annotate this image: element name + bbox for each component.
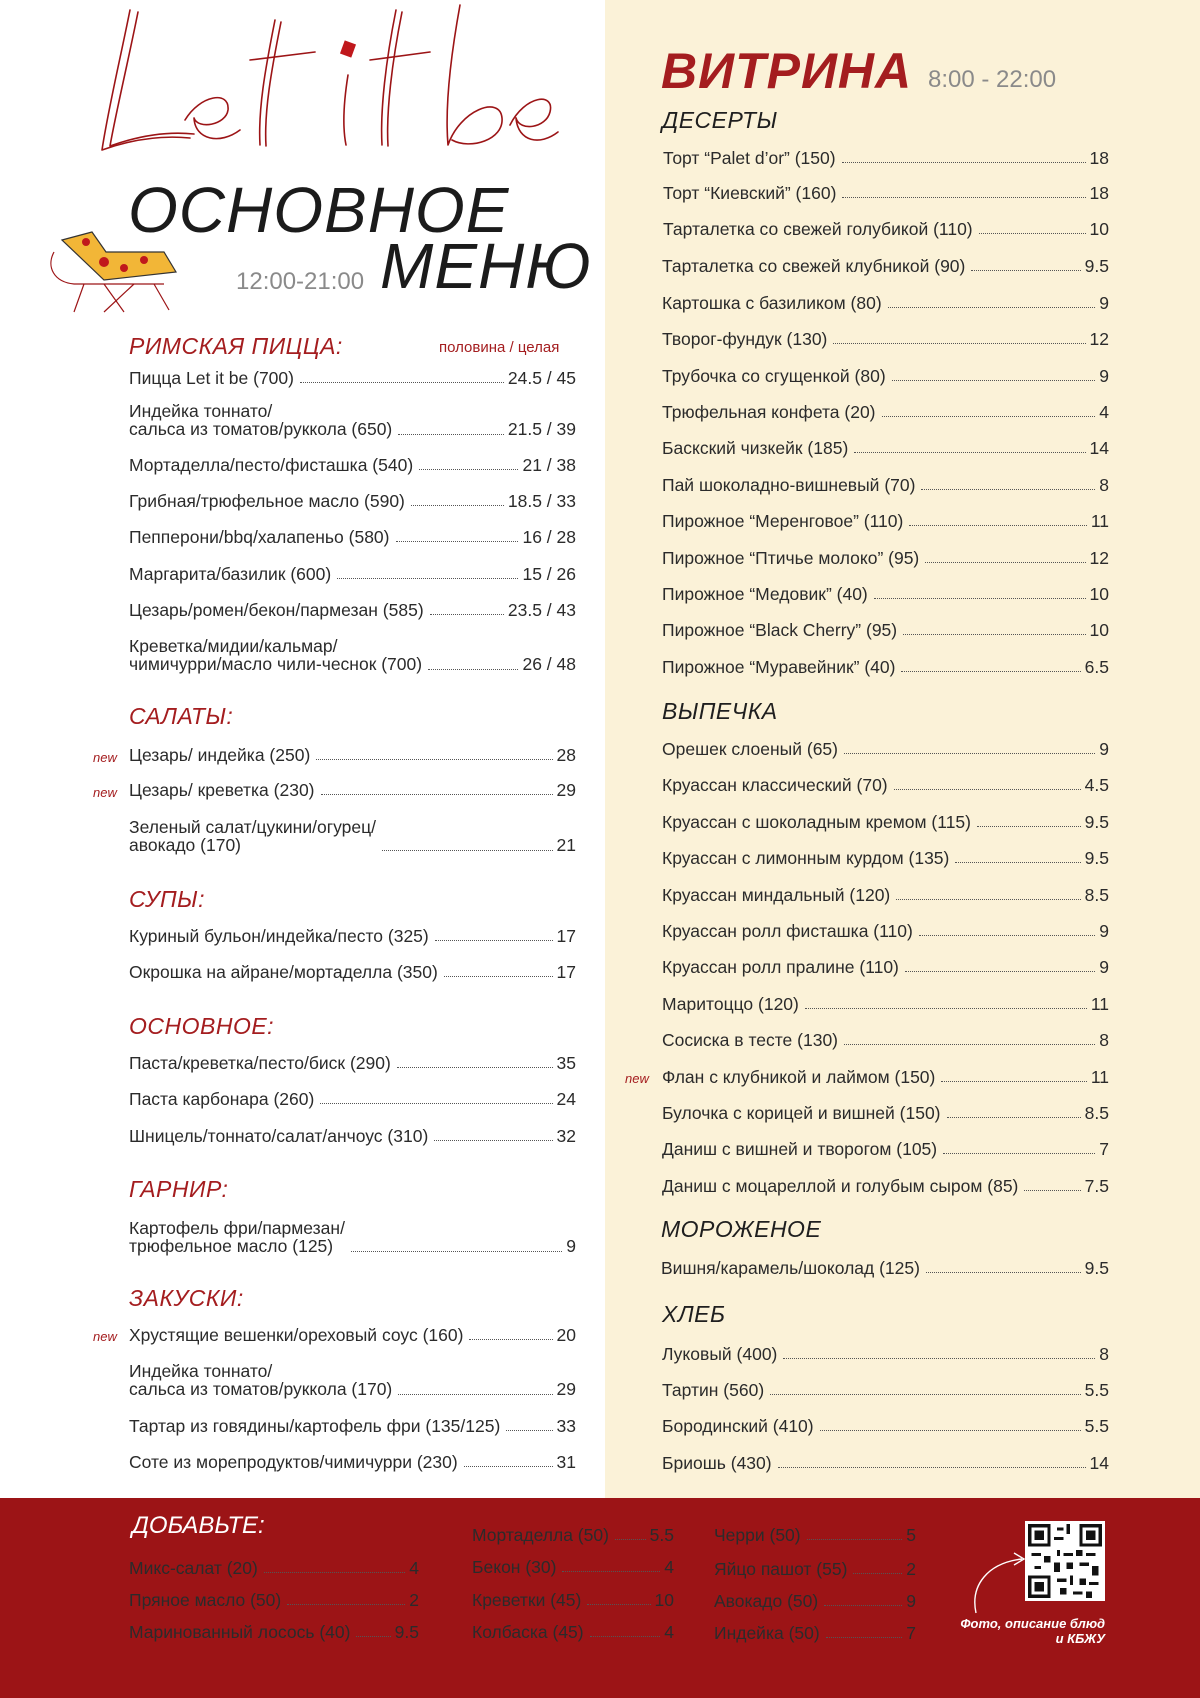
main-menu-title: ОСНОВНОЕ bbox=[128, 174, 510, 246]
new-badge: new bbox=[93, 785, 117, 800]
menu-item: Творог-фундук (130) 12 bbox=[662, 329, 1109, 349]
menu-item: Булочка с корицей и вишней (150) 8.5 bbox=[662, 1103, 1109, 1123]
menu-item: Куриный бульон/индейка/песто (325) 17 bbox=[129, 926, 576, 946]
pizza-chair-icon bbox=[44, 222, 184, 314]
new-badge: new bbox=[93, 1329, 117, 1344]
menu-item: Шницель/тоннато/салат/анчоус (310) 32 bbox=[129, 1126, 576, 1146]
addon-item: Бекон (30) 4 bbox=[472, 1557, 674, 1577]
menu-item: Пирожное “Меренговое” (110) 11 bbox=[662, 511, 1109, 531]
qr-caption: Фото, описание блюд и КБЖУ bbox=[960, 1616, 1105, 1646]
menu-item: Картошка с базиликом (80) 9 bbox=[662, 293, 1109, 313]
menu-item: Вишня/карамель/шоколад (125) 9.5 bbox=[661, 1258, 1109, 1278]
menu-item: Круассан ролл фисташка (110) 9 bbox=[662, 921, 1109, 941]
addon-item: Индейка (50) 7 bbox=[714, 1623, 916, 1643]
addon-item: Яйцо пашот (55) 2 bbox=[714, 1559, 916, 1579]
vitrina-hours: 8:00 - 22:00 bbox=[928, 66, 1057, 93]
menu-item: Круассан классический (70) 4.5 bbox=[662, 775, 1109, 795]
addon-item: Авокадо (50) 9 bbox=[714, 1591, 916, 1611]
menu-item: Пепперони/bbq/халапеньо (580) 16 / 28 bbox=[129, 527, 576, 547]
curved-arrow-icon bbox=[968, 1545, 1028, 1615]
main-menu-hours: 12:00-21:00 bbox=[236, 268, 365, 295]
vitrina-title: ВИТРИНА bbox=[661, 43, 913, 99]
icecream-section-title: МОРОЖЕНОЕ bbox=[661, 1216, 822, 1242]
menu-item: Трубочка со сгущенкой (80) 9 bbox=[662, 366, 1109, 386]
addon-item: Маринованный лосось (40) 9.5 bbox=[129, 1622, 419, 1642]
menu-item: Торт “Киевский” (160) 18 bbox=[663, 183, 1109, 203]
menu-item: Индейка тоннато/ сальса из томатов/руккола (650) 21.5 / 39 bbox=[129, 401, 576, 440]
menu-item: Сосиска в тесте (130) 8 bbox=[662, 1030, 1109, 1050]
addon-item: Мортаделла (50) 5.5 bbox=[472, 1525, 674, 1545]
menu-item: Окрошка на айране/мортаделла (350) 17 bbox=[129, 962, 576, 982]
menu-item: Картофель фри/пармезан/ трюфельное масло (125) 9 bbox=[129, 1218, 576, 1257]
menu-item: Цезарь/ индейка (250) 28 bbox=[129, 745, 576, 765]
menu-item: Бриошь (430) 14 bbox=[662, 1453, 1109, 1473]
menu-item: Торт “Palet d’or” (150) 18 bbox=[663, 148, 1109, 168]
addon-item: Микс-салат (20) 4 bbox=[129, 1558, 419, 1578]
menu-item: Круассан ролл пралине (110) 9 bbox=[662, 957, 1109, 977]
menu-item: Пирожное “Медовик” (40) 10 bbox=[662, 584, 1109, 604]
menu-item: Флан с клубникой и лаймом (150) 11 bbox=[662, 1067, 1109, 1087]
garnish-section-title: ГАРНИР: bbox=[129, 1176, 229, 1202]
menu-item: Круассан с лимонным курдом (135) 9.5 bbox=[662, 848, 1109, 868]
menu-item: Даниш с моцареллой и голубым сыром (85) 7.5 bbox=[662, 1176, 1109, 1196]
menu-item: Пирожное “Муравейник” (40) 6.5 bbox=[662, 657, 1109, 677]
menu-item: Пицца Let it be (700) 24.5 / 45 bbox=[129, 368, 576, 388]
menu-item: Луковый (400) 8 bbox=[662, 1344, 1109, 1364]
snacks-section-title: ЗАКУСКИ: bbox=[129, 1285, 244, 1311]
addon-item: Креветки (45) 10 bbox=[472, 1590, 674, 1610]
menu-item: Орешек слоеный (65) 9 bbox=[662, 739, 1109, 759]
main-menu-title-2: МЕНЮ bbox=[380, 230, 592, 302]
bread-section-title: ХЛЕБ bbox=[662, 1301, 726, 1327]
menu-item: Хрустящие вешенки/ореховый соус (160) 20 bbox=[129, 1325, 576, 1345]
menu-item: Мортаделла/песто/фисташка (540) 21 / 38 bbox=[129, 455, 576, 475]
menu-item: Соте из морепродуктов/чимичурри (230) 31 bbox=[129, 1452, 576, 1472]
pizza-section-title: РИМСКАЯ ПИЦЦА: bbox=[129, 333, 343, 359]
menu-item: Зеленый салат/цукини/огурец/ авокадо (170) 21 bbox=[129, 817, 576, 856]
new-badge: new bbox=[93, 750, 117, 765]
menu-item: Цезарь/ромен/бекон/пармезан (585) 23.5 / 43 bbox=[129, 600, 576, 620]
menu-item: Трюфельная конфета (20) 4 bbox=[662, 402, 1109, 422]
addons-title: ДОБАВЬТЕ: bbox=[132, 1512, 265, 1539]
menu-item: Круассан с шоколадным кремом (115) 9.5 bbox=[662, 812, 1109, 832]
menu-item: Тарталетка со свежей клубникой (90) 9.5 bbox=[662, 256, 1109, 276]
qr-code-icon[interactable] bbox=[1025, 1521, 1105, 1601]
salads-section-title: САЛАТЫ: bbox=[129, 703, 234, 729]
let-it-be-logo bbox=[90, 0, 560, 165]
menu-item: Маргарита/базилик (600) 15 / 26 bbox=[129, 564, 576, 584]
menu-item: Креветка/мидии/кальмар/ чимичурри/масло чили-чеснок (700) 26 / 48 bbox=[129, 636, 576, 675]
addon-item: Пряное масло (50) 2 bbox=[129, 1590, 419, 1610]
menu-item: Тартар из говядины/картофель фри (135/125) 33 bbox=[129, 1416, 576, 1436]
menu-item: Пай шоколадно-вишневый (70) 8 bbox=[662, 475, 1109, 495]
menu-item: Пирожное “Black Cherry” (95) 10 bbox=[662, 620, 1109, 640]
mains-section-title: ОСНОВНОЕ: bbox=[129, 1013, 275, 1039]
desserts-section-title: ДЕСЕРТЫ bbox=[662, 107, 778, 133]
menu-item: Круассан миндальный (120) 8.5 bbox=[662, 885, 1109, 905]
menu-item: Паста/креветка/песто/биск (290) 35 bbox=[129, 1053, 576, 1073]
menu-item: Индейка тоннато/ сальса из томатов/руккола (170) 29 bbox=[129, 1361, 576, 1400]
menu-item: Пирожное “Птичье молоко” (95) 12 bbox=[662, 548, 1109, 568]
menu-item: Баскский чизкейк (185) 14 bbox=[662, 438, 1109, 458]
bakery-section-title: ВЫПЕЧКА bbox=[662, 698, 778, 724]
menu-item: Маритоццо (120) 11 bbox=[662, 994, 1109, 1014]
pizza-size-header: половина / целая bbox=[439, 339, 560, 356]
soups-section-title: СУПЫ: bbox=[129, 886, 205, 912]
new-badge: new bbox=[625, 1071, 649, 1086]
menu-item: Даниш с вишней и творогом (105) 7 bbox=[662, 1139, 1109, 1159]
addon-item: Колбаска (45) 4 bbox=[472, 1622, 674, 1642]
menu-item: Бородинский (410) 5.5 bbox=[662, 1416, 1109, 1436]
menu-item: Грибная/трюфельное масло (590) 18.5 / 33 bbox=[129, 491, 576, 511]
menu-item: Тарталетка со свежей голубикой (110) 10 bbox=[663, 219, 1109, 239]
menu-item: Паста карбонара (260) 24 bbox=[129, 1089, 576, 1109]
menu-item: Тартин (560) 5.5 bbox=[662, 1380, 1109, 1400]
menu-item: Цезарь/ креветка (230) 29 bbox=[129, 780, 576, 800]
addon-item: Черри (50) 5 bbox=[714, 1525, 916, 1545]
